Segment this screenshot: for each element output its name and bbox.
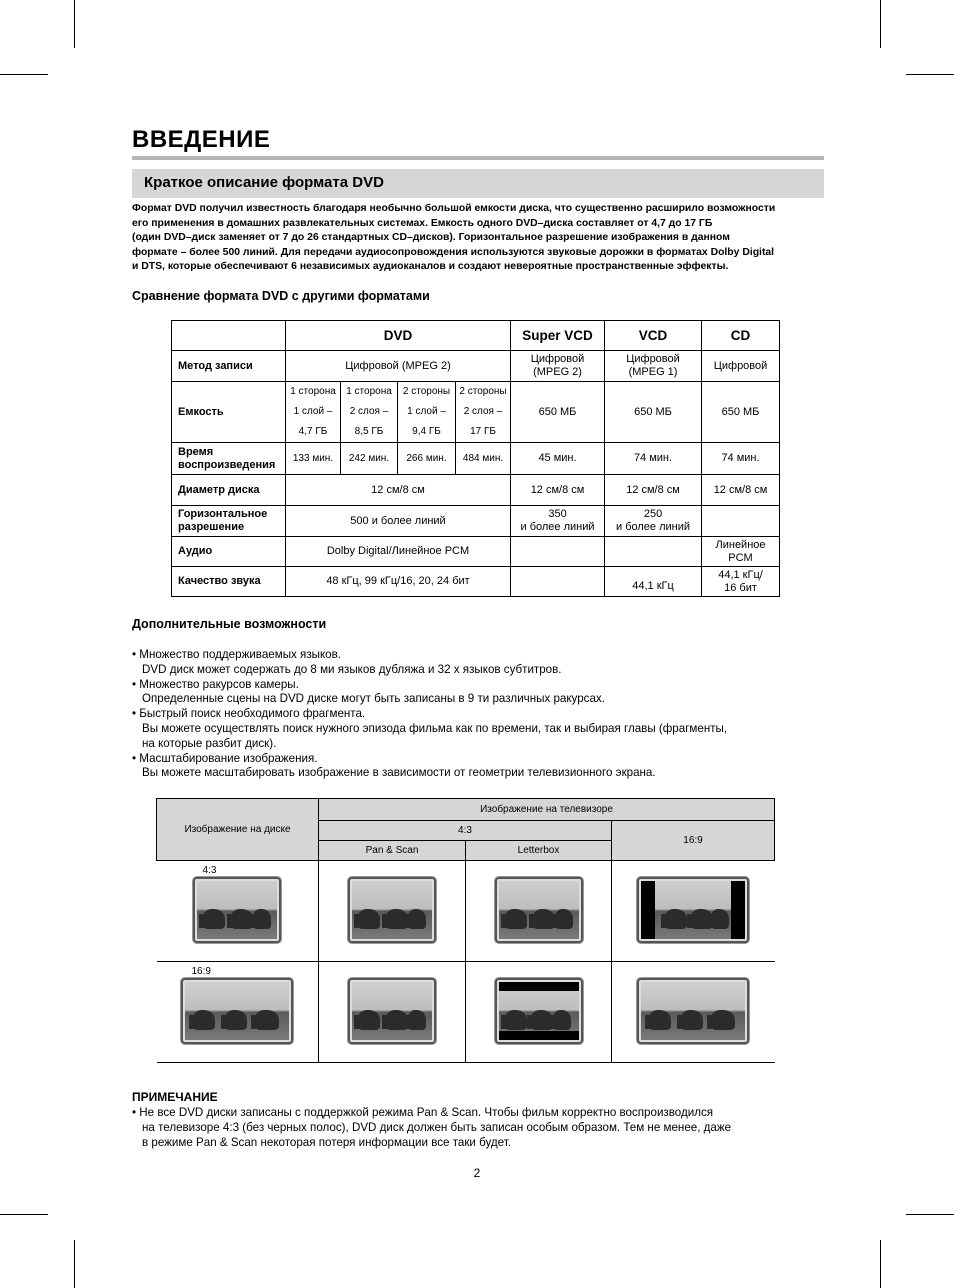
table-cell	[286, 382, 341, 443]
tv-screen-image	[348, 978, 436, 1044]
feature-text: Определенные сцены на DVD диске могут быть записаны в 9 ти различных ракурсах.	[142, 692, 605, 706]
crop-mark	[0, 74, 48, 75]
row-label-audio: Аудио	[172, 537, 286, 567]
table-cell: 500 и более линий	[286, 506, 511, 537]
cell-line: Цифровой	[626, 353, 680, 365]
table-cell: 12 см/8 см	[286, 475, 511, 506]
row-label-method: Метод записи	[172, 351, 286, 382]
tv-image-header: Изображение на телевизоре	[319, 799, 775, 821]
row-label-quality: Качество звука	[172, 567, 286, 597]
cell-line: 2 слоя –	[349, 406, 389, 417]
table-cell: Dolby Digital/Линейное PCM	[286, 537, 511, 567]
wide-43-cell	[612, 861, 775, 962]
features-list	[132, 648, 792, 781]
cell-line: 17 ГБ	[470, 426, 496, 437]
tv-screen-image	[637, 877, 749, 943]
table-cell: 74 мин.	[605, 443, 702, 475]
col-header-vcd: VCD	[605, 321, 702, 351]
table-corner	[172, 321, 286, 351]
intro-line: Формат DVD получил известность благодаря необычно большой емкости диска, что существенно расширило возможности	[132, 203, 776, 214]
list-item: • Множество ракурсов камеры.	[132, 677, 299, 691]
tv-screen-image	[193, 877, 281, 943]
cell-line: (MPEG 2)	[533, 366, 582, 378]
tv-screen-image	[495, 877, 583, 943]
table-cell	[511, 567, 605, 597]
cell-line: 2 стороны	[402, 386, 451, 397]
pan-scan-169-cell	[319, 962, 466, 1063]
display-modes-table	[156, 798, 775, 1063]
intro-paragraph	[132, 202, 824, 275]
ratio-169-header: 16:9	[612, 821, 775, 861]
list-item: • Быстрый поиск необходимого фрагмента.	[132, 707, 366, 721]
note-heading: ПРИМЕЧАНИЕ	[132, 1090, 218, 1104]
table-cell: 484 мин.	[456, 443, 511, 475]
table-cell: 12 см/8 см	[511, 475, 605, 506]
table-cell	[511, 506, 605, 537]
cell-line: PCM	[728, 551, 753, 564]
wide-169-cell	[612, 962, 775, 1063]
cell-line: 1 слой –	[407, 406, 446, 417]
cell-line: 2 стороны	[459, 386, 507, 397]
cell-line: (MPEG 1)	[628, 366, 678, 378]
table-cell: Цифровой	[702, 351, 780, 382]
crop-mark	[906, 1214, 954, 1215]
crop-mark	[906, 74, 954, 75]
feature-text: DVD диск может содержать до 8 ми языков дубляжа и 32 х языков субтитров.	[142, 662, 562, 676]
col-header-cd: CD	[702, 321, 780, 351]
table-cell: 45 мин.	[511, 443, 605, 475]
table-cell	[511, 537, 605, 567]
disc-image-header: Изображение на диске	[157, 799, 319, 861]
row-label-resolution	[172, 506, 286, 537]
list-item: • Множество поддерживаемых языков.	[132, 648, 341, 661]
table-cell: 242 мин.	[341, 443, 398, 475]
cell-line: 8,5 ГБ	[354, 426, 384, 437]
col-header-dvd: DVD	[286, 321, 511, 351]
letterbox-169-cell	[466, 962, 612, 1063]
ratio-43-header: 4:3	[319, 821, 612, 841]
table-cell: 12 см/8 см	[605, 475, 702, 506]
crop-mark	[74, 0, 75, 48]
cell-line: разрешение	[178, 521, 245, 533]
title-rule	[132, 156, 824, 160]
intro-line: формате – более 500 линий. Для передачи аудиосопровождения используются звуковые дорожки в форматах Dolby Digital	[132, 246, 775, 258]
section-header	[132, 169, 824, 198]
table-cell: 74 мин.	[702, 443, 780, 475]
pan-scan-43-cell	[319, 861, 466, 962]
cell-line: 1 слой –	[293, 406, 333, 417]
crop-mark	[880, 0, 881, 48]
cell-line: Горизонтальное	[178, 508, 268, 520]
note-line: на телевизоре 4:3 (без черных полос), DVD диск должен быть записан особым образом. Тем не менее, даже	[142, 1121, 732, 1134]
cell-line: Время	[178, 445, 214, 458]
cell-line: 16 бит	[724, 581, 757, 594]
intro-line: его применения в домашних развлекательных системах. Емкость одного DVD–диска составляет от 4,7 до 17 ГБ	[132, 217, 713, 229]
cell-line: Линейное	[715, 538, 766, 551]
table-cell: Цифровой (MPEG 2)	[286, 351, 511, 382]
cell-line: 9,4 ГБ	[412, 426, 441, 437]
cell-line: 44,1 кГц/	[718, 568, 763, 581]
table-cell	[702, 506, 780, 537]
comparison-heading: Сравнение формата DVD с другими форматами	[132, 289, 430, 303]
table-cell	[456, 382, 511, 443]
feature-text: Вы можете масштабировать изображение в зависимости от геометрии телевизионного экрана.	[142, 766, 656, 780]
table-cell	[341, 382, 398, 443]
feature-title: Масштабирование изображения.	[139, 751, 318, 765]
table-cell	[511, 351, 605, 382]
table-cell: 48 кГц, 99 кГц/16, 20, 24 бит	[286, 567, 511, 597]
pan-scan-header: Pan & Scan	[319, 841, 466, 861]
feature-title: Быстрый поиск необходимого фрагмента.	[139, 707, 366, 721]
letterbox-header: Letterbox	[466, 841, 612, 861]
table-cell	[605, 537, 702, 567]
feature-title: Множество ракурсов камеры.	[139, 677, 299, 691]
table-cell	[605, 351, 702, 382]
cell-line: 4,7 ГБ	[298, 426, 328, 437]
row-label-43: 4:3	[202, 865, 217, 876]
section-title: Краткое описание формата DVD	[144, 174, 384, 191]
comparison-table	[171, 320, 780, 597]
cell-line: Цифровой	[530, 353, 585, 365]
cell-line: и более линий	[520, 521, 595, 533]
cell-line: воспроизведения	[178, 458, 276, 471]
cell-line: 1 сторона	[346, 386, 392, 397]
cell-line: и более линий	[616, 521, 691, 533]
tv-screen-image	[495, 978, 583, 1044]
table-cell: 650 МБ	[702, 382, 780, 443]
letterbox-43-cell	[466, 861, 612, 962]
table-cell: 12 см/8 см	[702, 475, 780, 506]
row-label-capacity: Емкость	[172, 382, 286, 443]
list-item: • Масштабирование изображения.	[132, 751, 318, 765]
cell-line: 350	[548, 508, 567, 520]
table-cell	[702, 537, 780, 567]
cell-line: 1 сторона	[290, 386, 336, 397]
note-text	[132, 1105, 792, 1150]
note-line: в режиме Pan & Scan некоторая потеря информации все таки будет.	[142, 1136, 511, 1149]
feature-text: Вы можете осуществлять поиск нужного эпизода фильма как по времени, так и выбирая главы (фрагменты,	[142, 721, 728, 735]
col-header-svcd: Super VCD	[511, 321, 605, 351]
tv-screen-image	[637, 978, 749, 1044]
crop-mark	[74, 1240, 75, 1288]
disc-169-cell	[157, 962, 319, 1063]
disc-43-cell	[157, 861, 319, 962]
intro-line: (один DVD–диск заменяет от 7 до 26 стандартных CD–дисков). Горизонтальное разрешение изображения в данном	[132, 232, 730, 244]
table-cell	[398, 382, 456, 443]
cell-line: 2 слоя –	[463, 406, 503, 417]
table-cell: 650 МБ	[605, 382, 702, 443]
table-cell: 44,1 кГц	[605, 567, 702, 597]
intro-line: и DTS, которые обеспечивают 6 независимых аудиоканалов и создают невероятные пространственные эффекты.	[132, 261, 729, 273]
tv-screen-image	[348, 877, 436, 943]
table-cell: 133 мин.	[286, 443, 341, 475]
row-label-diameter: Диаметр диска	[172, 475, 286, 506]
tv-screen-image	[181, 978, 293, 1044]
feature-title: Множество поддерживаемых языков.	[139, 648, 341, 661]
page-number: 2	[473, 1166, 481, 1180]
table-cell	[702, 567, 780, 597]
feature-text: на которые разбит диск).	[142, 736, 277, 750]
crop-mark	[0, 1214, 48, 1215]
cell-line: 250	[643, 508, 663, 520]
row-label-169: 16:9	[191, 966, 211, 977]
row-label-playtime	[172, 443, 286, 475]
note-line: • Не все DVD диски записаны с поддержкой режима Pan & Scan. Чтобы фильм корректно воспроизводился	[132, 1106, 714, 1119]
table-cell: 650 МБ	[511, 382, 605, 443]
crop-mark	[880, 1240, 881, 1288]
page-title: ВВЕДЕНИЕ	[132, 126, 271, 153]
features-heading: Дополнительные возможности	[132, 617, 327, 631]
table-cell: 266 мин.	[398, 443, 456, 475]
table-cell	[605, 506, 702, 537]
